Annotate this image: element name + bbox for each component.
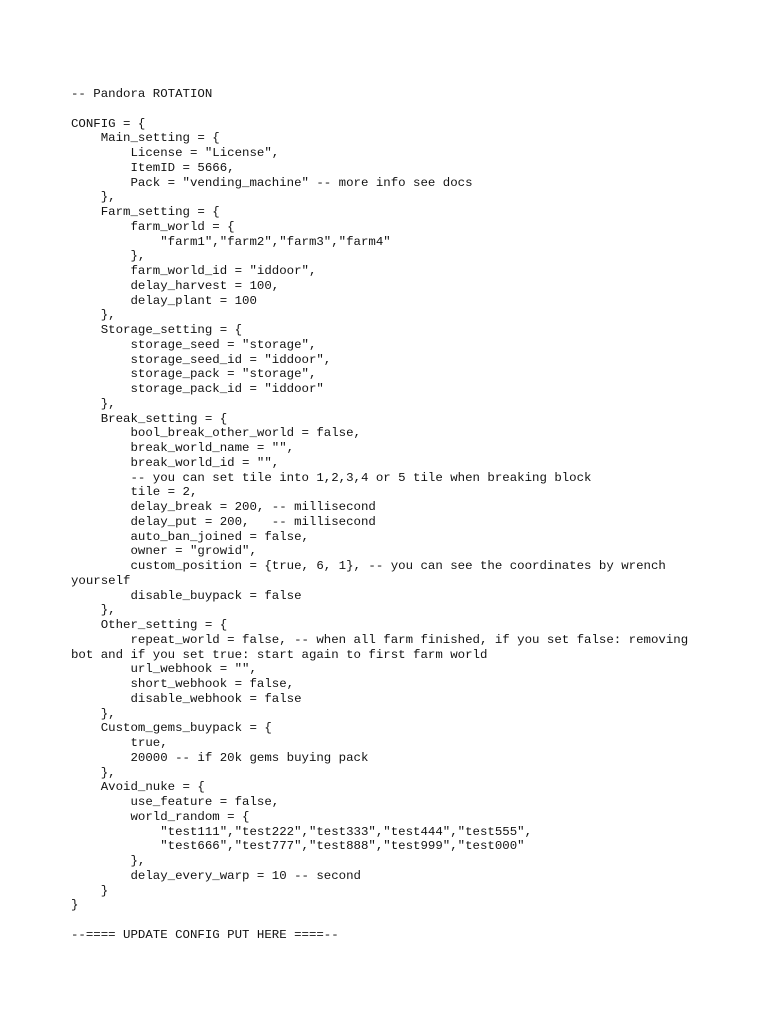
code-line: delay_break = 200, -- millisecond <box>71 500 376 514</box>
code-line: storage_pack = "storage", <box>71 367 317 382</box>
code-line: tile = 2, <box>71 485 198 500</box>
code-line: } <box>71 883 109 898</box>
code-line: delay_every_warp = 10 -- second <box>71 868 361 883</box>
code-line: use_feature = false, <box>71 795 280 809</box>
code-line: CONFIG = { <box>71 116 146 131</box>
code-line: }, <box>71 854 146 868</box>
code-line: auto_ban_joined = false, <box>71 529 309 544</box>
code-line: Farm_setting = { <box>71 205 220 219</box>
code-line: farm_world_id = "iddoor", <box>71 264 317 278</box>
code-line: }, <box>71 190 116 205</box>
code-line: }, <box>71 603 116 618</box>
code-line: Break_setting = { <box>71 411 228 426</box>
code-line: storage_seed = "storage", <box>71 337 317 352</box>
code-line: storage_seed_id = "iddoor", <box>71 352 332 367</box>
code-line: License = "License", <box>71 146 280 160</box>
code-line: Main_setting = { <box>71 131 220 146</box>
code-line: disable_webhook = false <box>71 691 302 706</box>
code-line: Avoid_nuke = { <box>71 780 205 795</box>
code-line: true, <box>71 736 168 750</box>
code-line: ItemID = 5666, <box>71 160 235 175</box>
code-line: short_webhook = false, <box>71 677 295 691</box>
code-line: break_world_name = "", <box>71 441 295 455</box>
code-line: Storage_setting = { <box>71 323 243 337</box>
code-line: 20000 -- if 20k gems buying pack <box>71 750 369 765</box>
code-line: }, <box>71 249 146 264</box>
code-line: custom_position = {true, 6, 1}, -- you can see the coordinates by wrench <box>71 559 666 573</box>
code-line: "test666","test777","test888","test999","test000" <box>71 839 525 854</box>
code-line: }, <box>71 308 116 323</box>
code-line: world_random = { <box>71 809 250 824</box>
code-line: delay_harvest = 100, <box>71 278 280 293</box>
code-line: }, <box>71 765 116 780</box>
code-line: -- you can set tile into 1,2,3,4 or 5 tile when breaking block <box>71 470 592 485</box>
code-line: }, <box>71 706 116 721</box>
code-line: bot and if you set true: start again to first farm world <box>71 647 488 662</box>
code-line: "farm1","farm2","farm3","farm4" <box>71 234 391 249</box>
code-line: -- Pandora ROTATION <box>71 87 213 101</box>
code-line: delay_put = 200, -- millisecond <box>71 514 376 529</box>
code-line: farm_world = { <box>71 219 235 234</box>
code-line: repeat_world = false, -- when all farm finished, if you set false: removing <box>71 632 689 647</box>
code-line: --==== UPDATE CONFIG PUT HERE ====-- <box>71 927 339 942</box>
code-line: bool_break_other_world = false, <box>71 426 361 441</box>
code-line <box>71 102 731 117</box>
code-line: storage_pack_id = "iddoor" <box>71 382 324 396</box>
code-line: yourself <box>71 573 131 588</box>
code-line: } <box>71 898 79 913</box>
code-listing <box>71 87 731 943</box>
code-line: Custom_gems_buypack = { <box>71 721 272 736</box>
code-line: url_webhook = "", <box>71 662 257 677</box>
code-line: delay_plant = 100 <box>71 293 257 308</box>
code-line: owner = "growid", <box>71 544 257 559</box>
code-line: "test111","test222","test333","test444","test555", <box>71 824 533 839</box>
code-line: break_world_id = "", <box>71 455 280 470</box>
code-line: }, <box>71 396 116 411</box>
code-line: disable_buypack = false <box>71 588 302 603</box>
code-line: Other_setting = { <box>71 618 228 632</box>
code-line <box>71 913 731 928</box>
code-line: Pack = "vending_machine" -- more info see docs <box>71 175 473 190</box>
